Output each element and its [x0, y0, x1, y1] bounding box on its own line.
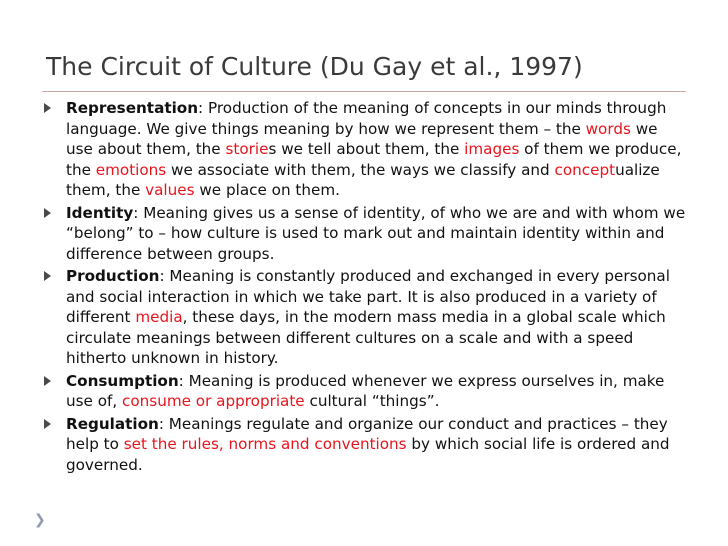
- bullet-text: : Meaning gives us a sense of identity, of who we are and with whom we “belong” to – how culture is used to mark out and maintain identity within and difference between groups.: [66, 203, 686, 263]
- corner-chevron-icon: ❯: [34, 512, 46, 528]
- bullet-text: by which social life is ordered and governed.: [66, 435, 670, 474]
- highlighted-keyword: emotions: [95, 160, 167, 179]
- highlighted-keyword: storie: [225, 140, 269, 158]
- bullet-list: [44, 98, 688, 477]
- bullet-term: Consumption: [66, 371, 179, 390]
- bullet-term: Identity: [66, 203, 134, 222]
- triangle-bullet-icon: [44, 419, 51, 429]
- highlighted-keyword: media: [135, 308, 183, 326]
- highlighted-keyword: words: [585, 119, 631, 138]
- triangle-bullet-icon: [44, 208, 51, 218]
- triangle-bullet-icon: [44, 103, 51, 113]
- bullet-text: ualize them, the: [66, 160, 660, 199]
- bullet-text: : Meaning is produced whenever we express ourselves in, make use of,: [66, 371, 665, 410]
- bullet-item: [44, 414, 688, 476]
- bullet-text: we place on them.: [194, 181, 340, 199]
- bullet-item: [44, 203, 688, 265]
- highlighted-keyword: values: [145, 181, 195, 199]
- bullet-text: : Production of the meaning of concepts in our minds through language. We give things meaning by how we represent them – the: [66, 99, 667, 138]
- title-divider: [42, 91, 686, 92]
- bullet-text: : Meaning is constantly produced and exchanged in every personal and social interaction in which we take part. It is also produced in a variety of different: [66, 267, 670, 326]
- bullet-text: of them we produce, the: [66, 140, 682, 179]
- bullet-text: we associate with them, the ways we classify and: [166, 160, 555, 179]
- bullet-item: [44, 98, 688, 201]
- bullet-text: : Meanings regulate and organize our conduct and practices – they help to: [66, 414, 668, 453]
- bullet-term: Representation: [66, 99, 199, 117]
- triangle-bullet-icon: [44, 271, 51, 281]
- triangle-bullet-icon: [44, 376, 51, 386]
- bullet-text: we use about them, the: [66, 119, 658, 158]
- bullet-term: Production: [66, 267, 160, 285]
- highlighted-keyword: images: [464, 140, 520, 158]
- bullet-text: s we tell about them, the: [268, 140, 465, 158]
- bullet-text: , these days, in the modern mass media in a global scale which circulate meanings between different cultures on a scale and with a speed hitherto unknown in history.: [66, 308, 666, 367]
- bullet-term: Regulation: [66, 414, 159, 433]
- highlighted-keyword: concept: [554, 160, 616, 179]
- highlighted-keyword: set the rules, norms and conventions: [123, 435, 407, 453]
- highlighted-keyword: consume or appropriate: [122, 392, 305, 410]
- bullet-item: [44, 266, 688, 369]
- bullet-text: cultural “things”.: [304, 392, 440, 410]
- slide-title: The Circuit of Culture (Du Gay et al., 1997): [46, 52, 583, 81]
- bullet-item: [44, 371, 688, 412]
